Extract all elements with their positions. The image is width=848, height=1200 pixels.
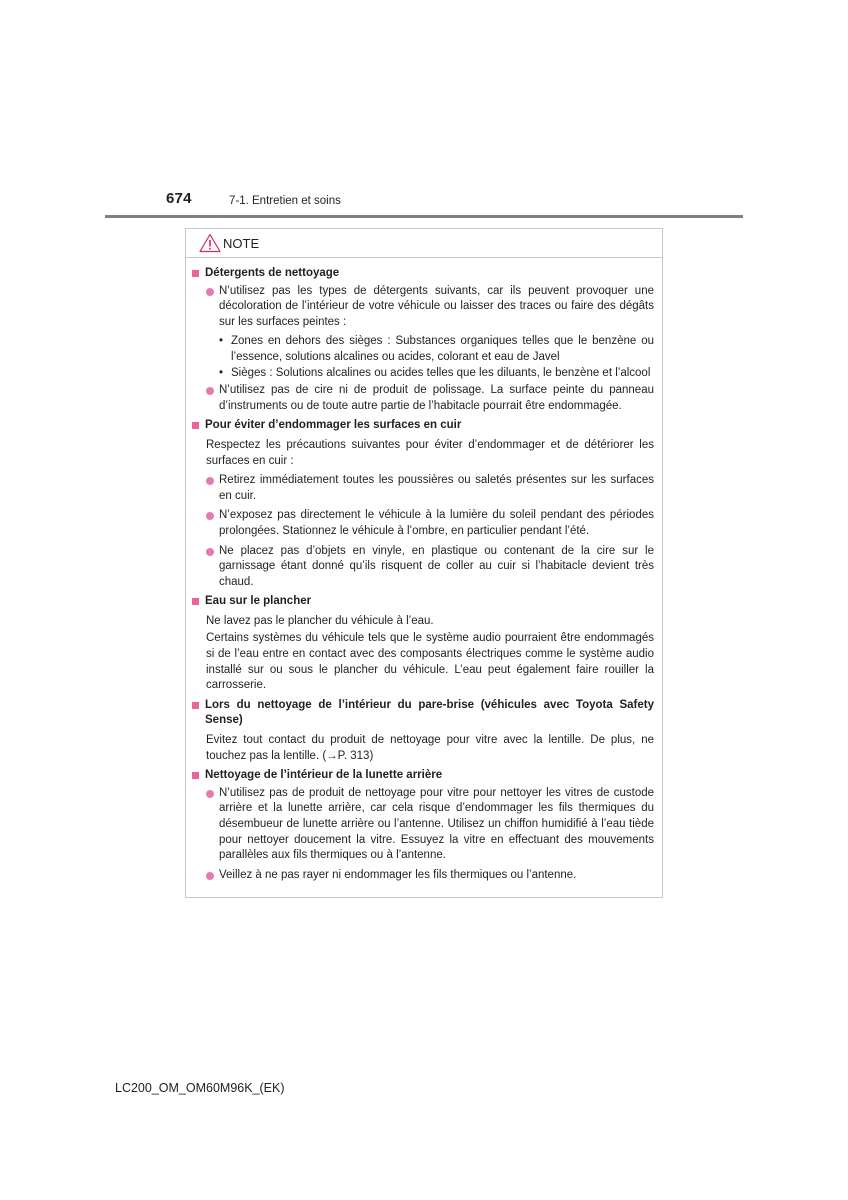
list-item — [190, 284, 654, 331]
list-item — [190, 473, 654, 504]
section-title: 7-1. Entretien et soins — [229, 195, 341, 207]
note-title: NOTE — [223, 236, 260, 251]
list-item-text: N’utilisez pas de produit de nettoyage pour vitre pour nettoyer les vitres de custode arrière et la lunette arrière, car cela risque d’endommager les fils thermiques du désembueur de lunette arrière ou l’antenne. Utilisez un chiffon humidifié à l’eau tiède pour nettoyer doucement la vitre. Essuyez la vitre en effectuant des mouvements parallèles aux fils thermiques ou à l’antenne. — [219, 786, 654, 862]
section-heading — [190, 698, 654, 729]
sub-list-item — [219, 334, 654, 365]
section-heading-text: Eau sur le plancher — [205, 595, 312, 608]
section-leather — [190, 418, 654, 590]
circle-bullet-icon — [206, 548, 214, 556]
circle-bullet-icon — [206, 790, 214, 798]
list-item-text: Retirez immédiatement toutes les poussières ou saletés présentes sur les surfaces en cuir. — [219, 474, 654, 502]
section-windshield — [190, 698, 654, 764]
note-body — [186, 258, 662, 883]
sub-list — [190, 334, 654, 381]
list-item-text: Ne placez pas d’objets en vinyle, en plastique ou contenant de la cire sur le garnissage étant donné qu’ils risquent de coller au cuir si l’habitacle devient très chaud. — [219, 544, 654, 588]
list-item-text: N’utilisez pas de cire ni de produit de polissage. La surface peinte du panneau d’instruments ou de toute autre partie de l’habitacle pourrait être endommagée. — [219, 384, 654, 412]
document-code: LC200_OM_OM60M96K_(EK) — [115, 1081, 285, 1095]
sub-list-item — [219, 366, 654, 382]
page-number: 674 — [166, 190, 192, 207]
section-rear-window — [190, 768, 654, 883]
paragraph: Respectez les précautions suivantes pour éviter d’endommager et de détériorer les surfaces en cuir : — [206, 438, 654, 467]
sub-list-item-text: Sièges : Solutions alcalines ou acides telles que les diluants, le benzène et l’alcool — [231, 366, 651, 379]
header-rule — [105, 215, 743, 218]
list-item-text: Veillez à ne pas rayer ni endommager les fils thermiques ou l’antenne. — [219, 868, 577, 881]
section-detergents — [190, 266, 654, 414]
sub-list-item-text: Zones en dehors des sièges : Substances organiques telles que le benzène ou l’essence, solutions alcalines ou acides, colorant et eau de Javel — [231, 335, 654, 363]
list-item — [190, 786, 654, 864]
note-header — [186, 229, 662, 258]
square-bullet-icon — [192, 598, 199, 605]
warning-triangle-icon — [199, 233, 221, 253]
section-heading-text: Pour éviter d’endommager les surfaces en cuir — [205, 419, 462, 432]
paragraph: Ne lavez pas le plancher du véhicule à l’eau. — [206, 614, 434, 627]
circle-bullet-icon — [206, 512, 214, 520]
note-box — [185, 228, 663, 898]
square-bullet-icon — [192, 772, 199, 779]
list-item — [190, 383, 654, 414]
list-item — [190, 508, 654, 539]
section-heading-text: Lors du nettoyage de l’intérieur du pare-brise (véhicules avec Toyota Safety Sense) — [205, 698, 654, 727]
section-heading-text: Détergents de nettoyage — [205, 267, 340, 279]
small-bullet-icon: • — [219, 335, 224, 348]
circle-bullet-icon — [206, 387, 214, 395]
section-heading — [190, 768, 654, 784]
paragraph: Evitez tout contact du produit de nettoyage pour vitre avec la lentille. De plus, ne touchez pas la lentille. (→P. 313) — [206, 734, 654, 762]
section-floor-water — [190, 594, 654, 694]
paragraph: Certains systèmes du véhicule tels que le système audio pourraient être endommagés si de l’eau entre en contact avec des composants électriques comme le système audio installé sur ou sous le plancher du véhicule. L’eau peut également faire rouiller la carrosserie. — [206, 632, 654, 692]
section-heading-text: Nettoyage de l’intérieur de la lunette arrière — [205, 769, 443, 782]
square-bullet-icon — [192, 422, 199, 429]
circle-bullet-icon — [206, 477, 214, 485]
list-item-text: N’exposez pas directement le véhicule à la lumière du soleil pendant des périodes prolongées. Stationnez le véhicule à l’ombre, en particulier pendant l’été. — [219, 509, 654, 537]
square-bullet-icon — [192, 702, 199, 709]
circle-bullet-icon — [206, 288, 214, 296]
list-item — [190, 544, 654, 591]
list-item-text: N’utilisez pas les types de détergents suivants, car ils peuvent provoquer une décoloration de l’intérieur de votre véhicule ou laisser des traces ou faire des dégâts sur les surfaces peintes : — [219, 284, 654, 328]
section-heading — [190, 594, 654, 610]
section-heading — [190, 266, 654, 282]
square-bullet-icon — [192, 270, 199, 277]
section-heading — [190, 418, 654, 434]
small-bullet-icon: • — [219, 366, 224, 379]
circle-bullet-icon — [206, 872, 214, 880]
list-item — [190, 868, 654, 884]
